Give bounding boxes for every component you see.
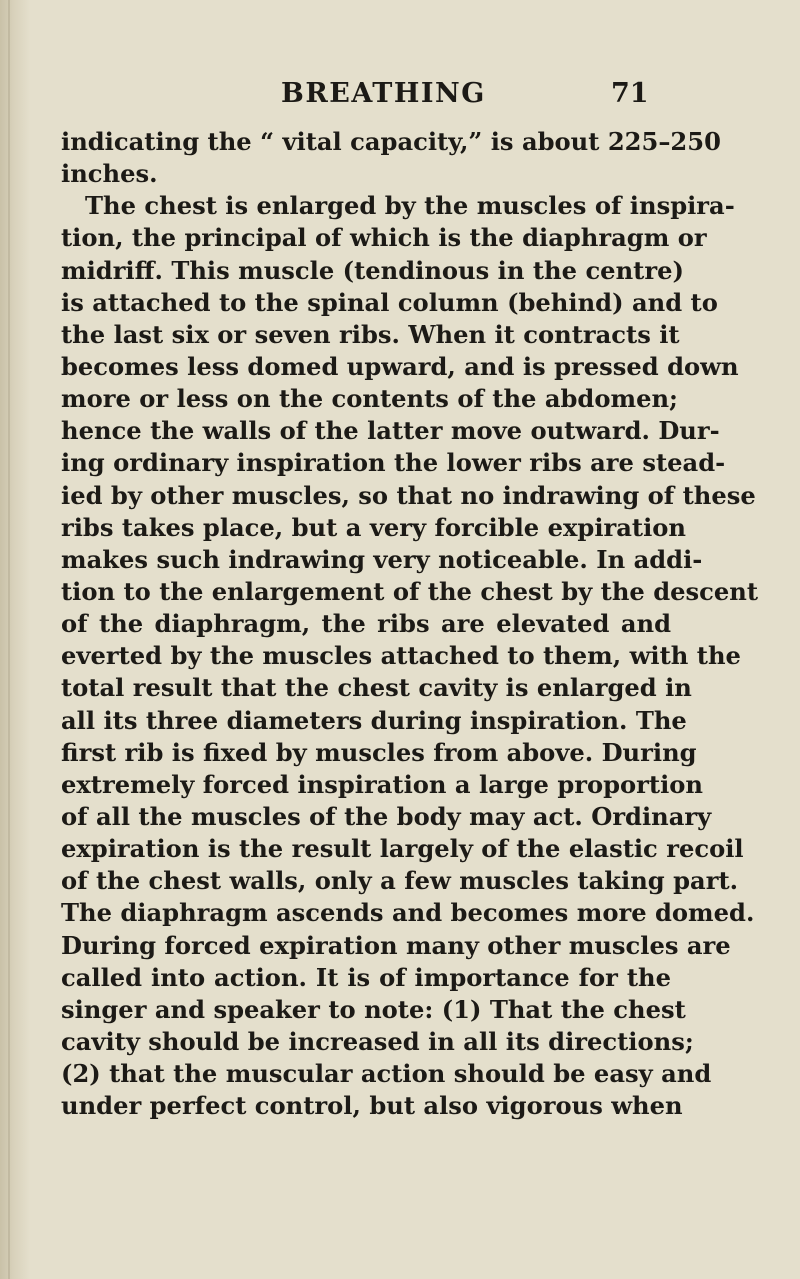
text-line: cavity should be increased in all its directions; [61, 1026, 694, 1056]
running-head: BREATHING [281, 78, 486, 109]
text-line: the last six or seven ribs. When it contracts it [61, 319, 680, 349]
page-header [0, 78, 800, 118]
text-line: expiration is the result largely of the elastic recoil [61, 834, 744, 864]
text-line: total result that the chest cavity is enlarged in [61, 673, 692, 703]
text-line: ing ordinary inspiration the lower ribs are stead- [61, 448, 726, 478]
text-line: under perfect control, but also vigorous when [61, 1091, 683, 1121]
text-line: everted by the muscles attached to them, with the [61, 641, 741, 671]
text-line: first rib is fixed by muscles from above. During [61, 737, 697, 767]
text-line: extremely forced inspiration a large proportion [61, 769, 703, 799]
text-line: of all the muscles of the body may act. Ordinary [61, 801, 712, 831]
text-line: (2) that the muscular action should be easy and [61, 1059, 712, 1089]
text-line: The chest is enlarged by the muscles of inspira- [85, 191, 735, 221]
body-text [61, 126, 759, 1122]
text-line: is attached to the spinal column (behind) and to [61, 287, 718, 317]
binding-edge [8, 0, 10, 1279]
text-line: makes such indrawing very noticeable. In addi- [61, 544, 703, 574]
text-line: The diaphragm ascends and becomes more domed. [61, 898, 755, 928]
text-line: tion, the principal of which is the diaphragm or [61, 223, 707, 253]
text-line: inches. [61, 159, 158, 189]
text-line: all its three diameters during inspiration. The [61, 705, 687, 735]
text-line: indicating the “ vital capacity,” is about 225–250 [61, 127, 721, 156]
text-line: of the chest walls, only a few muscles taking part. [61, 866, 739, 896]
text-line: ribs takes place, but a very forcible expiration [61, 512, 687, 542]
text-line: singer and speaker to note: (1) That the chest [61, 994, 686, 1024]
text-line: called into action. It is of importance for the [61, 962, 671, 992]
text-line: more or less on the contents of the abdomen; [61, 384, 678, 414]
text-line: ied by other muscles, so that no indrawing of these [61, 480, 756, 510]
text-line: During forced expiration many other muscles are [61, 930, 731, 960]
text-line: midriff. This muscle (tendinous in the centre) [61, 255, 684, 285]
text-line: hence the walls of the latter move outward. Dur- [61, 416, 720, 446]
text-line: of the diaphragm, the ribs are elevated and [61, 609, 671, 639]
text-line: becomes less domed upward, and is pressed down [61, 351, 739, 381]
page-gutter-shadow [0, 0, 30, 1279]
page-number: 71 [611, 78, 649, 109]
text-line: tion to the enlargement of the chest by the descent [61, 576, 759, 606]
